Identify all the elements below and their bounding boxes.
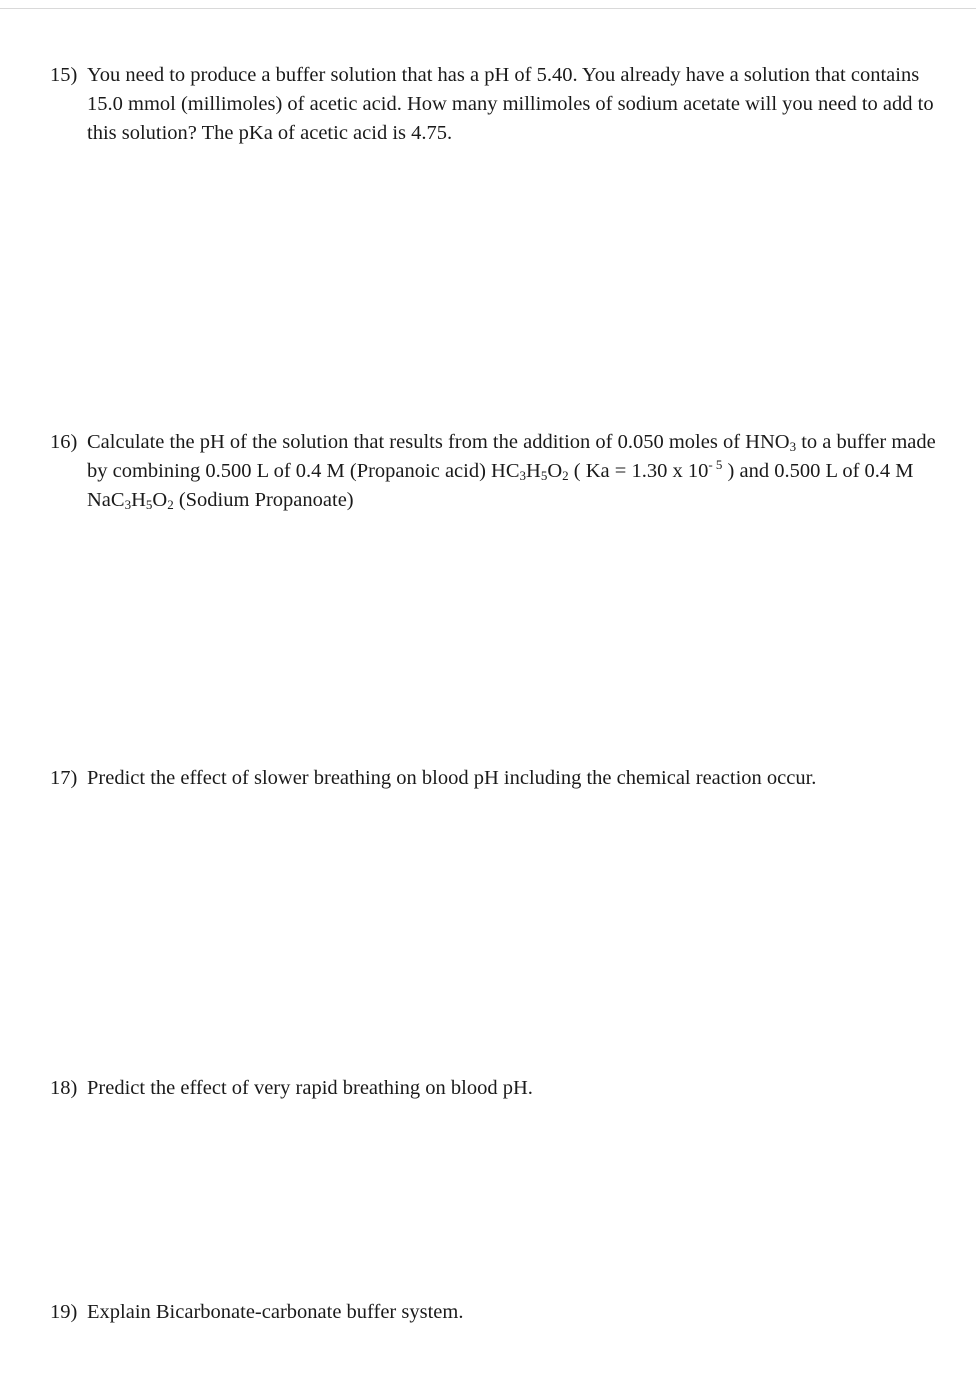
answer-space-17[interactable] bbox=[50, 800, 945, 1065]
subscript: 3 bbox=[124, 497, 132, 512]
question-text-part: O bbox=[152, 489, 168, 511]
answer-space-18[interactable] bbox=[50, 1110, 945, 1290]
question-15 bbox=[50, 61, 945, 148]
question-text-part: H bbox=[131, 489, 146, 511]
subscript: 5 bbox=[540, 468, 548, 483]
question-text-part: (Sodium Propanoate) bbox=[173, 489, 354, 511]
answer-space-15[interactable] bbox=[50, 150, 945, 420]
question-number: 18) bbox=[50, 1077, 78, 1099]
question-number: 16) bbox=[50, 431, 78, 453]
subscript: 2 bbox=[562, 468, 569, 483]
answer-space-16[interactable] bbox=[50, 520, 945, 755]
subscript: 3 bbox=[519, 468, 527, 483]
question-text-part: Calculate the pH of the solution that results from the addition of 0.050 moles of HNO bbox=[87, 431, 790, 453]
question-16 bbox=[50, 428, 945, 515]
question-text: Predict the effect of very rapid breathing on blood pH. bbox=[87, 1077, 533, 1099]
subscript: 3 bbox=[789, 439, 797, 454]
question-text-part: O bbox=[547, 460, 563, 482]
question-text-part: ( Ka = 1.30 x 10 bbox=[568, 460, 709, 482]
superscript: - 5 bbox=[708, 457, 723, 472]
question-18 bbox=[50, 1074, 945, 1103]
question-text-part: H bbox=[526, 460, 541, 482]
question-text-part: ) and 0.500 L of 0.4 M NaC bbox=[87, 460, 914, 511]
question-number: 19) bbox=[50, 1301, 78, 1323]
question-17 bbox=[50, 764, 945, 793]
question-number: 17) bbox=[50, 767, 78, 789]
question-text-part: to a buffer made by combining 0.500 L of 0.4 M (Propanoic acid) HC bbox=[87, 431, 936, 482]
question-text: You need to produce a buffer solution that has a pH of 5.40. You already have a solution that contains 15.0 mmol (millimoles) of acetic acid. How many millimoles of sodium acetate will you need to add to this solution? The pKa of acetic acid is 4.75. bbox=[87, 64, 934, 144]
subscript: 5 bbox=[145, 497, 153, 512]
page-top-border bbox=[0, 8, 976, 9]
question-text: Predict the effect of slower breathing on blood pH including the chemical reaction occur. bbox=[87, 767, 817, 789]
subscript: 2 bbox=[167, 497, 174, 512]
question-number: 15) bbox=[50, 64, 78, 86]
question-text: Explain Bicarbonate-carbonate buffer system. bbox=[87, 1301, 464, 1323]
question-19 bbox=[50, 1298, 945, 1327]
answer-space-19[interactable] bbox=[50, 1334, 945, 1384]
